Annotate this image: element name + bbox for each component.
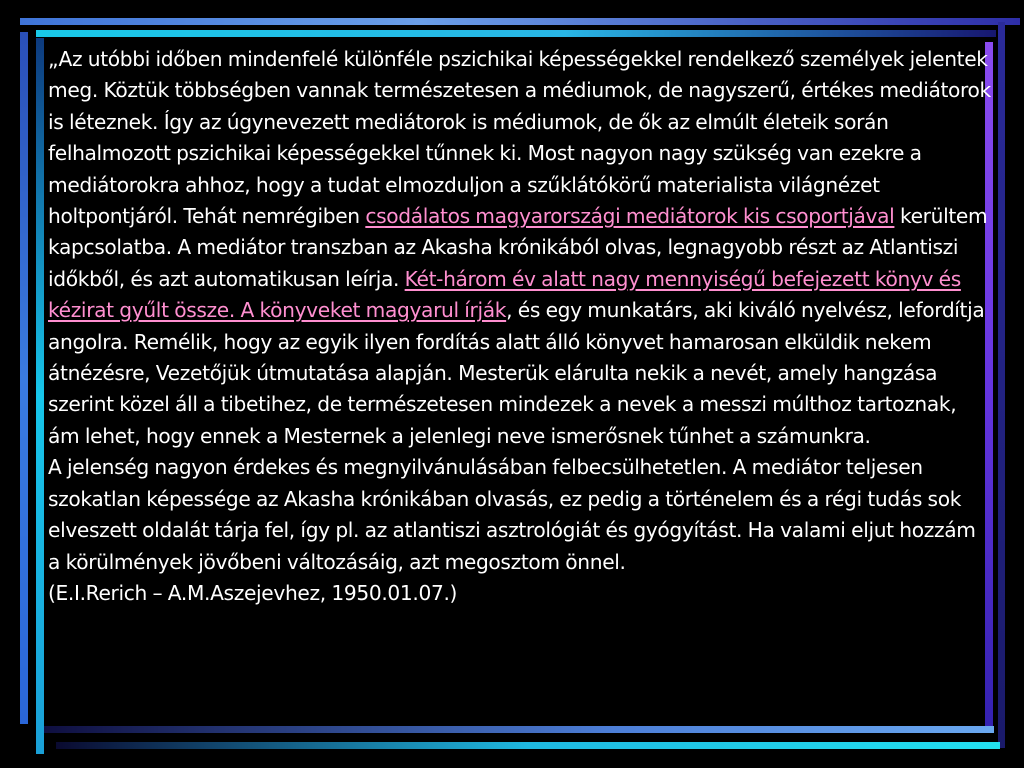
decor-bar-bottom-outer bbox=[56, 742, 1000, 749]
paragraph-1-text-c: , és egy munkatárs, aki kiváló nyelvész, lefordítja angolra. Remélik, hogy az egyik ilyen fordítás alatt álló könyvet hamarosan elküldik nekem átnézésre, Vezetőjük útmutatása alapján. Mesterük elárulta nekik a nevét, amely hangzása szerint közel áll a tibetihez, de természetesen mindezek a nevek a messzi múlthoz tartoznak, ám lehet, hogy ennek a Mesternek a jelenlegi neve ismerősnek tűnhet a számunkra. bbox=[48, 298, 985, 448]
decor-bar-top-inner bbox=[36, 30, 996, 37]
decor-bar-bottom-inner bbox=[44, 726, 994, 733]
decor-bar-right-outer bbox=[998, 22, 1005, 748]
paragraph-1-text-a: „Az utóbbi időben mindenfelé különféle pszichikai képességekkel rendelkező személyek jelentek meg. Köztük többségben vannak természetesen a médiumok, de nagyszerű, értékes mediátorok is léteznek. Így az úgynevezett mediátorok is médiumok, de ők az elmúlt életeik során felhalmozott pszichikai képességekkel tűnnek ki. Most nagyon nagy szükség van ezekre a mediátorokra ahhoz, hogy a tudat elmozduljon a szűklátókörű materialista világnézet holtpontjáról. Tehát nemrégiben bbox=[48, 47, 991, 229]
link-mediators-group[interactable]: csodálatos magyarországi mediátorok kis csoportjával bbox=[365, 204, 895, 229]
paragraph-1-text-b: kerültem kapcsolatba. A mediátor transzban az Akasha krónikából olvas, legnagyobb részt az Atlantiszi időkből, és azt automatikusan leírja. bbox=[48, 204, 988, 291]
paragraph-1 bbox=[48, 44, 992, 452]
link-books-manuscripts[interactable]: Két-három év alatt nagy mennyiségű befejezett könyv és kézirat gyűlt össze. A könyveket magyarul írják bbox=[48, 266, 961, 323]
citation: (E.I.Rerich – A.M.Aszejevhez, 1950.01.07.) bbox=[48, 580, 458, 605]
decor-bar-left-outer bbox=[20, 32, 28, 724]
paragraph-2: A jelenség nagyon érdekes és megnyilvánulásában felbecsülhetetlen. A mediátor teljesen szokatlan képessége az Akasha krónikában olvasás, ez pedig a történelem és a régi tudás sok elveszett oldalát tárja fel, így pl. az atlantiszi asztrológiát és gyógyítást. Ha valami eljut hozzám a körülmények jövőbeni változásáig, azt megosztom önnel. bbox=[48, 455, 976, 574]
decor-bar-left-inner bbox=[36, 38, 44, 754]
decor-bar-top-outer bbox=[20, 18, 1020, 25]
slide-text-body bbox=[48, 44, 992, 609]
